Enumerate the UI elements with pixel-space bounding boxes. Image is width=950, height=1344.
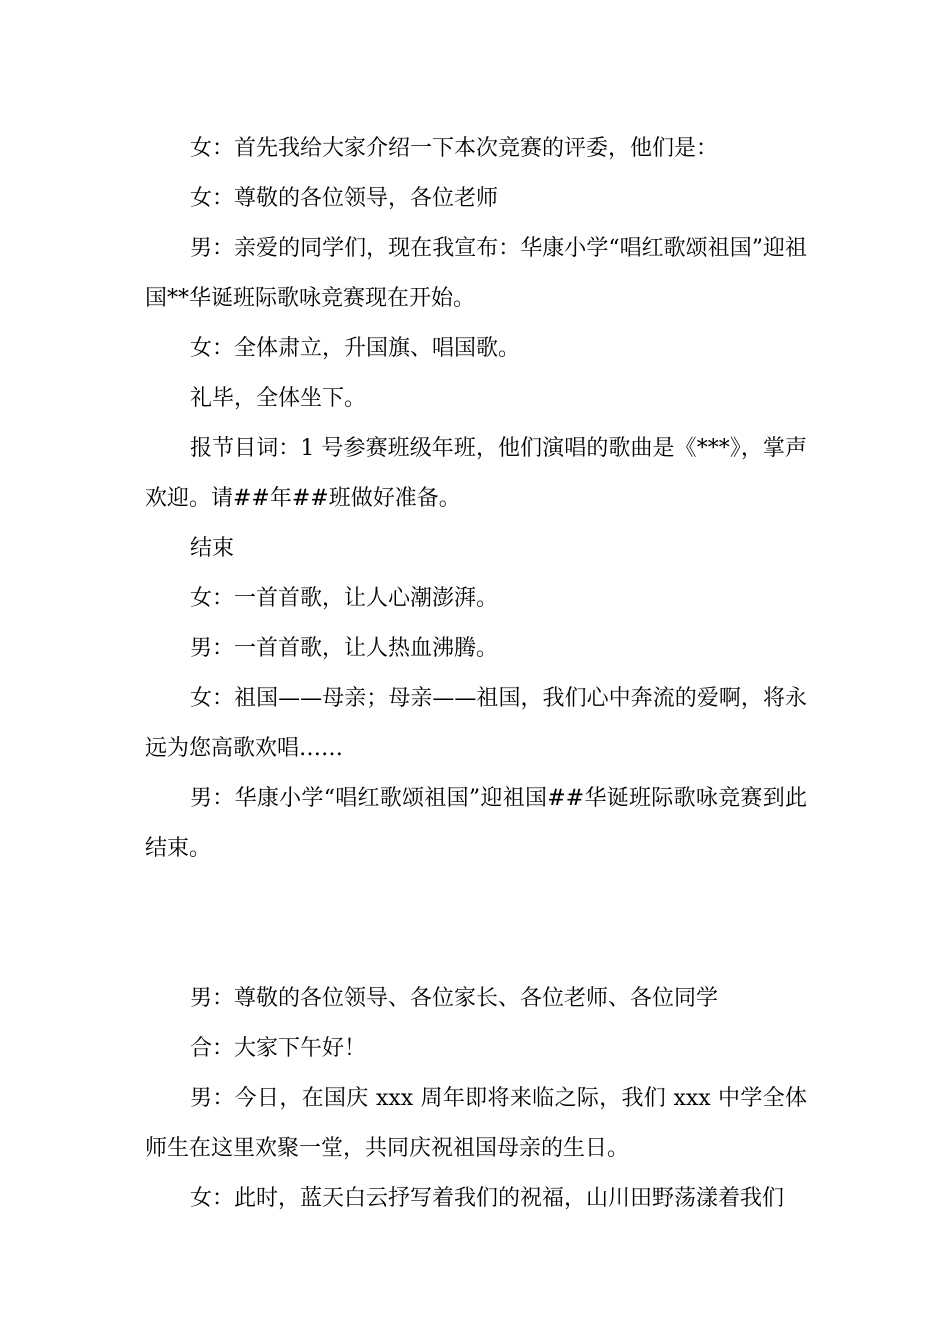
- paragraph: 男：一首首歌，让人热血沸腾。: [190, 636, 499, 661]
- document-body: [145, 124, 807, 1224]
- paragraph: 男：亲爱的同学们，现在我宣布：华康小学“唱红歌颂祖国”迎祖国**华诞班际歌咏竞赛现在开始。: [145, 236, 807, 311]
- paragraph: 男：华康小学“唱红歌颂祖国”迎祖国##华诞班际歌咏竞赛到此结束。: [145, 786, 807, 861]
- paragraph: 结束: [190, 536, 235, 561]
- paragraph: 女：一首首歌，让人心潮澎湃。: [190, 586, 499, 611]
- paragraph: 女：首先我给大家介绍一下本次竞赛的评委，他们是：: [190, 136, 719, 161]
- paragraph: 女：祖国——母亲；母亲——祖国，我们心中奔流的爱啊，将永远为您高歌欢唱……: [145, 686, 807, 761]
- paragraph: 男：尊敬的各位领导、各位家长、各位老师、各位同学: [190, 986, 719, 1011]
- paragraph: 女：全体肃立，升国旗、唱国歌。: [190, 336, 521, 361]
- paragraph: 合：大家下午好！: [190, 1036, 367, 1061]
- section-gap: [145, 874, 807, 974]
- paragraph: 女：尊敬的各位领导，各位老师: [190, 186, 499, 211]
- paragraph: 礼毕，全体坐下。: [190, 386, 367, 411]
- paragraph: 男：今日，在国庆 xxx 周年即将来临之际，我们 xxx 中学全体师生在这里欢聚一堂，共同庆祝祖国母亲的生日。: [145, 1086, 807, 1161]
- paragraph: 女：此时，蓝天白云抒写着我们的祝福，山川田野荡漾着我们: [190, 1186, 785, 1211]
- paragraph: 报节目词：1 号参赛班级年班，他们演唱的歌曲是《***》，掌声欢迎。请##年##班做好准备。: [145, 436, 807, 511]
